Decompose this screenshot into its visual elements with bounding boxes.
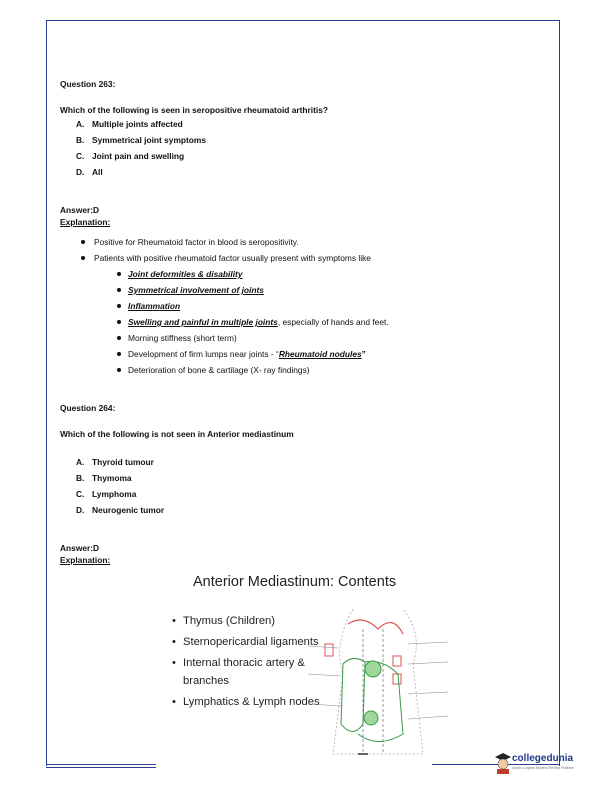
figure-list-item: • Internal thoracic artery & branches: [183, 654, 323, 690]
option-d: D. All: [76, 167, 103, 177]
symptom-item: Deterioration of bone & cartilage (X- ray findings): [128, 364, 550, 376]
question-263-text: Which of the following is seen in seropositive rheumatoid arthritis?: [60, 105, 329, 115]
question-264-answer: Answer:D: [60, 543, 100, 553]
figure-list-item: • Thymus (Children): [183, 612, 323, 630]
question-263-options: [60, 118, 550, 178]
option-a: A. Multiple joints affected: [76, 119, 183, 129]
question-264-explanation-label: Explanation:: [60, 555, 111, 565]
question-264-options: [60, 456, 550, 516]
option-b: B. Symmetrical joint symptoms: [76, 135, 207, 145]
symptom-item: Swelling and painful in multiple joints, especially of hands and feet.: [128, 316, 550, 328]
logo-name: collegedunia: [512, 753, 574, 764]
logo-tagline: India's Largest Student Review Platform: [512, 766, 575, 770]
question-263-explanation-label: Explanation:: [60, 217, 111, 227]
figure-list-item: • Lymphatics & Lymph nodes: [183, 693, 323, 711]
page-frame-bottom-left: [46, 764, 156, 768]
symptom-item: Joint deformities & disability: [128, 268, 550, 280]
symptom-list: [94, 268, 550, 376]
anterior-mediastinum-figure: [163, 564, 453, 764]
question-263-title: Question 263:: [60, 79, 116, 89]
explanation-point: Positive for Rheumatoid factor in blood is seropositivity.: [94, 236, 550, 248]
heart-mediastinum-illustration: [303, 604, 453, 764]
option-b: B. Thymoma: [76, 473, 132, 483]
option-c: C. Joint pain and swelling: [76, 151, 185, 161]
option-a: A. Thyroid tumour: [76, 457, 154, 467]
document-body: [60, 78, 550, 574]
collegedunia-logo: [494, 750, 584, 780]
question-264-title: Question 264:: [60, 403, 116, 413]
option-c: C. Lymphoma: [76, 489, 137, 499]
figure-list-item: • Sternopericardial ligaments: [183, 633, 323, 651]
explanation-list: [60, 236, 550, 376]
symptom-item: Development of firm lumps near joints - “Rheumatoid nodules”: [128, 348, 550, 360]
graduate-avatar-icon: [494, 752, 512, 774]
symptom-item: Morning stiffness (short term): [128, 332, 550, 344]
symptom-item: Inflammation: [128, 300, 550, 312]
option-d: D. Neurogenic tumor: [76, 505, 165, 515]
figure-title: Anterior Mediastinum: Contents: [193, 574, 397, 590]
symptom-item: Symmetrical involvement of joints: [128, 284, 550, 296]
explanation-point: Patients with positive rheumatoid factor usually present with symptoms like Joint deformities & disability Symmetrical involvement of joints Inflammation Swelling and painful in multiple joints, especially of hands and feet. Morning stiffness (short term) Development of firm lumps near joints - “Rheumatoid nodules” Deterioration of bone & cartilage (X- ray findings): [94, 252, 550, 376]
question-263-answer: Answer:D: [60, 205, 100, 215]
question-264-text: Which of the following is not seen in Anterior mediastinum: [60, 429, 294, 439]
figure-contents-list: [171, 612, 323, 714]
